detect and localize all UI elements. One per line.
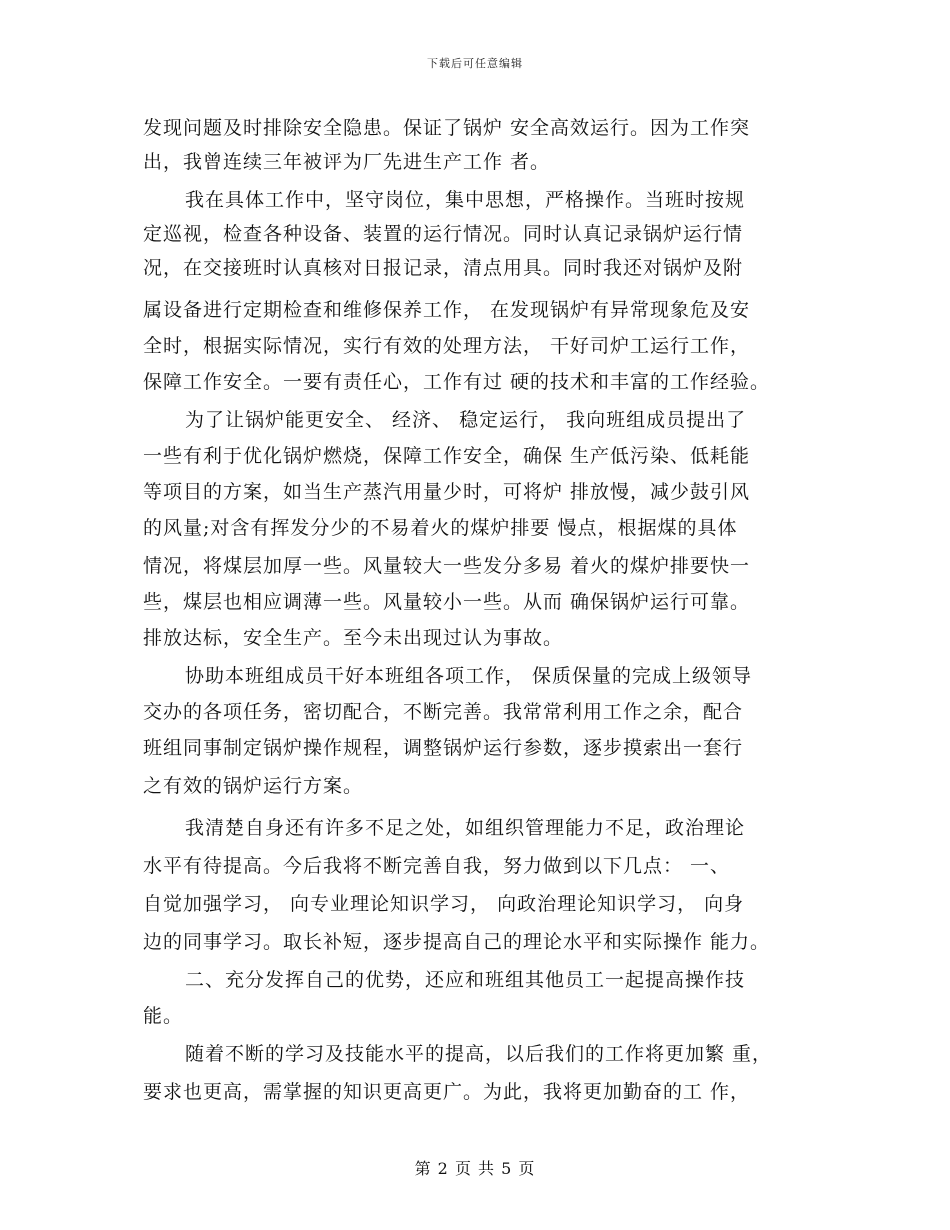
- text-line: 能。: [143, 1005, 184, 1027]
- text-line: 协助本班组成员干好本班组各项工作， 保质保量的完成上级领导: [185, 665, 753, 687]
- text-line: 况，在交接班时认真核对日报记录，清点用具。同时我还对锅炉及附: [143, 257, 744, 279]
- text-line: 情况，将煤层加厚一些。风量较大一些发分多易 着火的煤炉排要快一: [143, 555, 751, 577]
- text-line: 我清楚自身还有许多不足之处，如组织管理能力不足，政治理论: [185, 817, 746, 839]
- text-line: 发现问题及时排除安全隐患。保证了锅炉 安全高效运行。因为工作突: [143, 117, 751, 139]
- text-line: 全时，根据实际情况，实行有效的处理方法， 干好司炉工运行工作，: [143, 335, 751, 357]
- text-line: 随着不断的学习及技能水平的提高，以后我们的工作将更加繁 重，: [185, 1043, 773, 1065]
- text-line: 水平有待提高。今后我将不断完善自我，努力做到以下几点： 一、: [143, 855, 731, 877]
- text-line: 为了让锅炉能更安全、 经济、 稳定运行， 我向班组成员提出了: [185, 409, 747, 431]
- text-line: 之有效的锅炉运行方案。: [143, 775, 364, 797]
- text-line: 一些有利于优化锅炉燃烧，保障工作安全，确保 生产低污染、低耗能: [143, 445, 751, 467]
- page-header: 下载后可任意编辑: [427, 57, 523, 70]
- text-line: 保障工作安全。一要有责任心，工作有过 硬的技术和丰富的工作经验。: [143, 371, 771, 393]
- text-line: 我在具体工作中，坚守岗位，集中思想，严格操作。当班时按规: [185, 189, 746, 211]
- text-line: 边的同事学习。取长补短，逐步提高自己的理论水平和实际操作 能力。: [143, 931, 771, 953]
- page-number: 第 2 页 共 5 页: [414, 1159, 536, 1178]
- text-line: 定巡视，检查各种设备、装置的运行情况。同时认真记录锅炉运行情: [143, 223, 744, 245]
- text-line: 等项目的方案，如当生产蒸汽用量少时，可将炉 排放慢，减少鼓引风: [143, 481, 751, 503]
- text-line: 的风量;对含有挥发分少的不易着火的煤炉排要 慢点，根据煤的具体: [143, 517, 738, 539]
- text-line: 出，我曾连续三年被评为厂先进生产工作 者。: [143, 151, 551, 173]
- text-line: 二、充分发挥自己的优势，还应和班组其他员工一起提高操作技: [185, 969, 746, 991]
- text-line: 些，煤层也相应调薄一些。风量较小一些。从而 确保锅炉运行可靠。: [143, 591, 751, 613]
- text-line: 自觉加强学习， 向专业理论知识学习， 向政治理论知识学习， 向身: [143, 893, 745, 915]
- text-line: 交办的各项任务，密切配合，不断完善。我常常利用工作之余，配合: [143, 701, 744, 723]
- text-line: 排放达标，安全生产。至今未出现过认为事故。: [143, 627, 564, 649]
- text-line: 属设备进行定期检查和维修保养工作， 在发现锅炉有异常现象危及安: [143, 299, 751, 321]
- text-line: 要求也更高，需掌握的知识更高更广。为此，我将更加勤奋的工 作，: [143, 1081, 751, 1103]
- text-line: 班组同事制定锅炉操作规程，调整锅炉运行参数，逐步摸索出一套行: [143, 737, 744, 759]
